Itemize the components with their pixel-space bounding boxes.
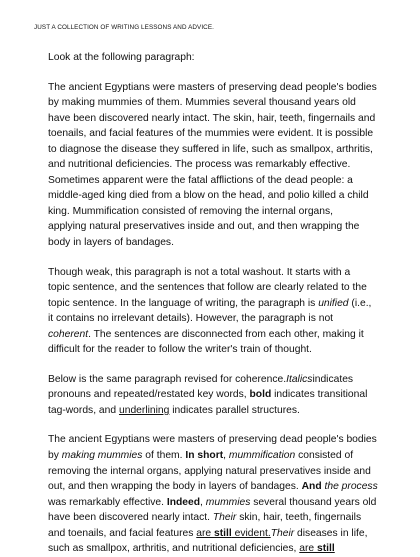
bold-term: still — [214, 527, 232, 539]
paragraph-line: to diagnose the disease they suffered in life, such as smallpox, arthritis, — [48, 143, 373, 155]
text-run: (i.e., — [348, 297, 372, 309]
paragraph-line: applying natural preservatives inside and out, and then wrapping the — [48, 221, 360, 233]
paragraph-line: Though weak, this paragraph is not a total washout. It starts with a — [48, 266, 351, 278]
text-run: such as smallpox, arthritis, and nutritional deficiencies, — [48, 543, 300, 555]
text-run: are — [299, 543, 317, 555]
paragraph-line: The ancient Egyptians were masters of preserving dead people's bodies — [48, 434, 377, 446]
italic-term: Their — [212, 512, 237, 524]
revised-paragraph — [48, 432, 384, 556]
underlined-parallel-structure — [299, 543, 335, 554]
text-run: indicates — [312, 373, 354, 385]
text-run: are — [196, 527, 215, 539]
paragraph-line: toenails, and facial features of the mummies were evident. It is possible — [48, 128, 374, 140]
text-run: diseases in life, — [294, 527, 368, 539]
text-run: . The sentences are disconnected from each other, making it — [88, 328, 364, 340]
underlined-parallel-structure — [196, 528, 270, 539]
paragraph-line — [48, 403, 384, 419]
bold-term: still — [317, 543, 335, 555]
paragraph-line — [48, 448, 384, 464]
italic-term: making mummies — [61, 450, 143, 462]
text-run: and toenails, and facial features — [48, 527, 197, 539]
text-run: tag-words, and — [48, 404, 119, 416]
text-run: out, and then wrapping the body in layers of bandages. — [48, 481, 302, 493]
bold-term: And — [301, 481, 322, 493]
paragraph-line: removing the internal organs, applying natural preservatives inside and — [48, 465, 371, 477]
paragraph-line — [48, 372, 384, 388]
text-run: pronouns and repeated/restated key words, — [48, 389, 250, 401]
paragraph-line: body in layers of bandages. — [48, 237, 174, 249]
italic-term: mummification — [228, 450, 296, 462]
paragraph-line: Sometimes apparent were the fatal afflictions of the dead people: a — [48, 174, 353, 186]
text-run: , — [200, 496, 206, 508]
italic-term: Their — [270, 527, 295, 539]
analysis-paragraph — [48, 265, 384, 358]
italic-term: the process — [324, 481, 378, 493]
text-run: evident. — [231, 527, 271, 539]
running-header: JUST A COLLECTION OF WRITING LESSONS AND ADVICE. — [34, 24, 214, 31]
paragraph-line: by making mummies of them. Mummies several thousand years old — [48, 97, 356, 109]
paragraph-line: difficult for the reader to follow the writer's train of thought. — [48, 344, 312, 356]
text-run: was remarkably effective. — [48, 496, 167, 508]
paragraph-line: The ancient Egyptians were masters of preserving dead people's bodies — [48, 81, 377, 93]
text-run: skin, hair, teeth, fingernails — [236, 512, 362, 524]
paragraph-line: it contains no irrelevant details). However, the paragraph is not — [48, 313, 334, 325]
original-paragraph — [48, 80, 384, 251]
bold-term: Indeed — [166, 496, 201, 508]
paragraph-line: topic sentence, and the sentences that follow are clearly related to the — [48, 282, 367, 294]
underlined-term: underlining — [118, 404, 170, 416]
paragraph-line — [48, 387, 384, 403]
bold-term: In short — [185, 450, 224, 462]
text-run: indicates parallel structures. — [169, 404, 300, 416]
paragraph-line — [48, 495, 384, 511]
paragraph-line — [48, 510, 384, 526]
text-run: have been discovered nearly intact. — [48, 512, 213, 524]
text-run: several thousand years old — [250, 496, 377, 508]
text-run: Below is the same paragraph revised for coherence. — [48, 373, 287, 385]
paragraph-line: middle-aged king died from a blow on the head, and polio killed a child — [48, 190, 369, 202]
document-body — [48, 50, 384, 557]
text-run: topic sentence. In the language of writing, the paragraph is — [48, 297, 319, 309]
text-run: indicates transitional — [271, 389, 368, 401]
text-run: of them. — [142, 450, 186, 462]
paragraph-line — [48, 479, 384, 495]
paragraph-line: and nutritional deficiencies. The process was remarkably effective. — [48, 159, 351, 171]
legend-paragraph — [48, 372, 384, 419]
italic-term: coherent — [48, 328, 89, 340]
paragraph-line — [48, 526, 384, 542]
italic-term: mummies — [205, 496, 251, 508]
italic-term: Italics — [286, 373, 313, 385]
paragraph-line: king. Mummification consisted of removing the internal organs, — [48, 205, 334, 217]
text-run: consisted of — [295, 450, 354, 462]
bold-term: bold — [249, 389, 272, 401]
text-run: , — [223, 450, 229, 462]
paragraph-line — [48, 296, 384, 312]
italic-term: unified — [318, 297, 349, 309]
text-run: by — [48, 450, 62, 462]
intro-line: Look at the following paragraph: — [48, 52, 195, 63]
paragraph-line — [48, 327, 384, 343]
paragraph-line: have been discovered nearly intact. The skin, hair, teeth, fingernails and — [48, 112, 376, 124]
